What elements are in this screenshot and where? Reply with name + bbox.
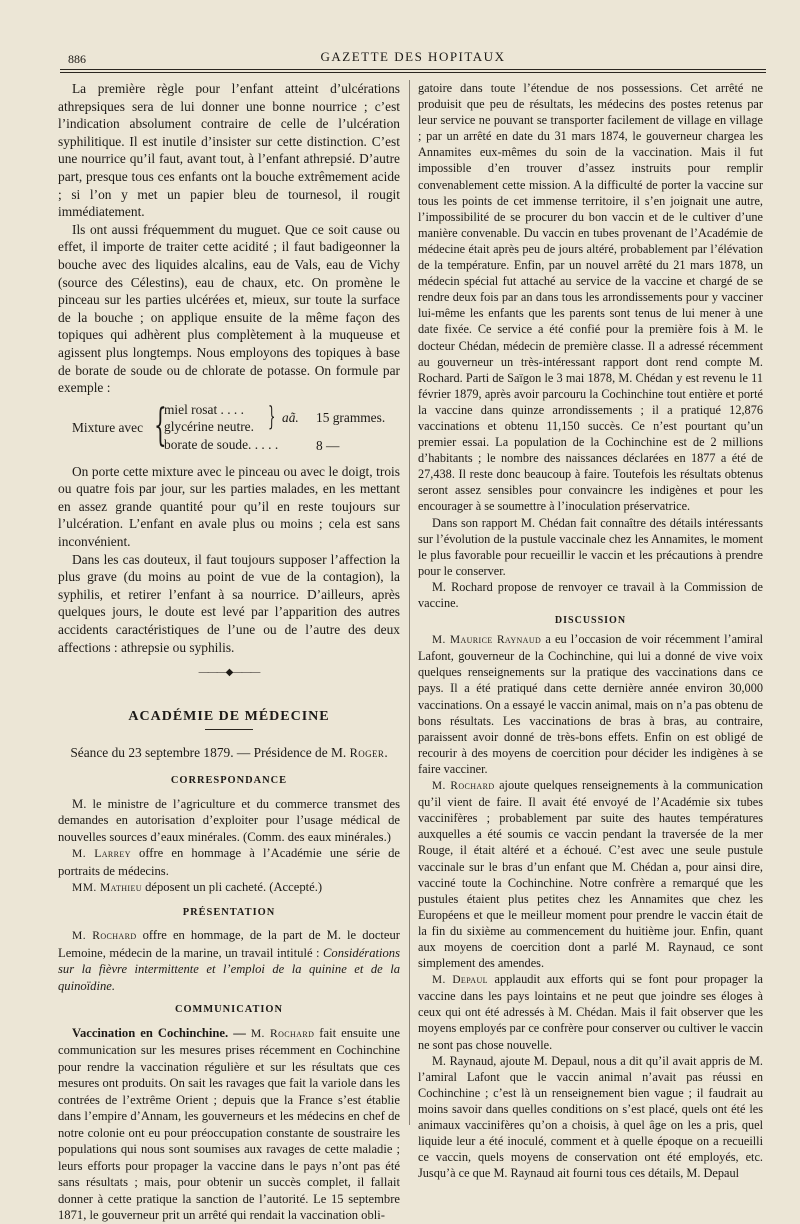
header-rule [60,69,766,70]
recipe-items [164,401,278,454]
paragraph: M. Rochard ajoute quelques renseignements à la communication qu’il vient de faire. Il avait été envoyé de l’Académie six tubes vaccinifères ; probablement par suite des hautes températures auxquelles a été soumis ce vaccin pendant la traversée de la mer Rouge, il était altéré et a échoué. C’est avec une seule pustule vaccinale sur le bras d’un enfant que M. Chédan a, pour ainsi dire, vacciné toute la Cochinchine. Notre confrère a remarqué que les pustules étaient plus petites chez les Annamites que chez les Européens et que le meilleur moment pour prendre le vaccin était de la fin du sixième au commencement du huitième jour. Enfin, quant aux moyens de coercition dont a parlé M. Raynaud, ce sont simplement des amendes. [418,778,763,971]
subsection-heading: COMMUNICATION [174,1004,284,1015]
paragraph: gatoire dans toute l’étendue de nos possessions. Cet arrêté ne produisit que peu de résultats, les médecins des postes retenus par leur service ne pouvant se transporter facilement de village en village ; par un arrêté en date du 31 mars 1874, le gouverneur chargea les Annamites eux-mêmes du soin de la vaccination. Mais il fut impossible d’en trouver d’assez instruits pour remplir convenablement cette mission. A la difficulté de porter la vaccine sur tous les points de cet immense territoire, il s’en joignait une autre, l’impossibilité de se procurer du bon vaccin et de le cultiver d’une manière convenable. Du vaccin en tubes provenant de l’Académie de médecine était après peu de jours altéré, probablement par l’élévation de la température. Enfin, par un nouvel arrêté du 21 mars 1878, un médecin spécial fut attaché au service de la vaccine et chargé de se rendre deux fois par an dans tous les arrondissements pour y vacciner lui-même les enfants que les parents sont tenus de lui mener à une date fixée. Ce service a été confié pour la première fois à M. le docteur Chédan, médecin de première classe. Il a adressé récemment au gouverneur un très-intéressant rapport dont rend compte M. Rochard. Parti de Saïgon le 3 mai 1878, M. Chédan y est revenu le 11 février 1879, après avoir parcouru la Cochinchine tout entière et porté la vaccine dans quinze arrondissements ; il a pratiqué 12,876 vaccinations et obtenu 11,150 succès. Ce n’est pourtant qu’un premier essai. La population de la Cochinchine est de 2 millions d’habitants ; le nombre des naissances déclarées en 1877 a été de 27,438. Il reste donc beaucoup à faire. Toutefois les résultats obtenus seront assez sensibles pour convaincre les indigènes et pour les encourager à se soumettre à l’inoculation préservatrice. [418,81,763,514]
speaker-name: M. Maurice Raynaud [432,634,542,647]
right-column [418,80,763,1181]
column-divider [409,80,410,1125]
speaker-name: M. Rochard [432,780,495,793]
recipe-item: miel rosat . . . . [164,401,244,417]
header-rule-double [60,72,766,73]
paragraph: M. Depaul applaudit aux efforts qui se font pour propager la vaccine dans les pays lointains et ne peut que joindre ses éloges à ceux qui ont été adressés à M. Chédan. Mais il fait observer que les moyens employés par ce confrère pour conserver ou cultiver le vaccin ne sont pas chose nouvelle. [418,972,763,1052]
paragraph: M. Rochard offre en hommage, de la part de M. le docteur Lemoine, médecin de la marine, un travail intitulé : Considérations sur la fièvre intermittente et l’emploi de la quinine et de la quinoïdine. [58,928,400,993]
paragraph: On porte cette mixture avec le pinceau ou avec le doigt, trois ou quatre fois par jour, sur les parties malades, en les mettant en assez grande quantité pour qu’il en reste toujours sur l’ulcération. L’enfant en avale plus ou moins ; cela est sans inconvénient. [58,463,400,550]
speaker-name: M. Rochard [250,1026,315,1040]
recipe-quantity: 8 — [316,437,340,453]
recipe-label: Mixture avec [72,419,144,435]
subsection-heading: DISCUSSION [554,615,627,627]
communication-title: Vaccination en Cochinchine. — [72,1025,251,1040]
page-header [60,44,766,70]
paragraph: La première règle pour l’enfant atteint d’ulcérations athrepsiques sera de lui donner une bonne nourrice ; c’est l’indication absolument contraire de celle de l’ulcération syphilitique. Il est inutile d’insister sur cette distinction. C’est une nourrice qu’il faut, avant tout, à l’enfant athrepsié. D’autre part, presque tous ces enfants ont la bouche extrêmement acide ; si l’on y met un papier bleu de tournesol, il rougit immédiatement. [58,81,400,220]
paragraph: Ils ont aussi fréquemment du muguet. Que ce soit cause ou effet, il importe de traiter cette acidité ; il faut badigeonner la bouche avec des liquides alcalins, eau de Vals, eau de Vichy (source des Célestins), eau de chaux, etc. On promène le pinceau sur les parties ulcérées et, mieux, sur toute la surface de la bouche ; on applique ensuite de la même façon des topiques qui adhèrent plus complètement à la muqueuse et agissent plus longtemps. Nous employons des topiques à base de borate de soude ou de chlorate de potasse. On formule par exemple : [58,221,400,396]
work-title: Considérations sur la fièvre intermittente et l’emploi de la quinine et de la quinoïdine. [58,945,400,993]
speaker-name: MM. Mathieu [72,881,142,894]
section-rule [205,729,253,730]
paragraph: MM. Mathieu déposent un pli cacheté. (Accepté.) [72,880,323,894]
left-column [58,80,400,1224]
paragraph: M. Rochard propose de renvoyer ce travail à la Commission de vaccine. [418,579,763,610]
recipe-formula [58,401,400,457]
subsection-heading: PRÉSENTATION [182,906,276,918]
journal-title: GAZETTE DES HOPITAUX [320,49,506,64]
paragraph: M. le ministre de l’agriculture et du commerce transmet des demandes en autorisation d’exploiter pour l’usage médical de nouvelles sources d’eaux minérales. (Comm. des eaux minérales.) [58,796,400,844]
speaker-name: M. Rochard [72,929,137,942]
paragraph: Dans les cas douteux, il faut toujours supposer l’affection la plus grave (du moins au point de vue de la contagion), la syphilis, et retirer l’enfant à sa nourrice. D’ailleurs, après quelques jours, le doute est levé par l’apparition des autres accidents caractéristiques de l’une ou de l’autre des deux affections : athrepsie ou syphilis. [58,551,400,655]
right-brace: } [268,401,276,432]
recipe-quantity: 15 grammes. [316,409,386,425]
paragraph: Vaccination en Cochinchine. — M. Rochard fait ensuite une communication sur les mesures prises récemment en Cochinchine pour rendre la vaccination régulière et sur les résultats que ces mesures ont produits. On sait les ravages que fait la variole dans les contrées de l’extrême Orient ; depuis que la France s’est établie dans l’empire d’Annam, les gouverneurs et les médecins en chef de notre colonie ont eu pour préoccupation constante de soustraire les populations qui nous sont soumises aux ravages de cette maladie ; leurs efforts pour propager la vaccine dans le pays n’ont pas été sans résultats ; mais, pour obtenir un succès complet, il fallait donner à cette pratique la sanction de l’autorité. Le 15 septembre 1871, le gouverneur prit un arrêté qui rendait la vaccination obli- [58,1025,400,1222]
page-number: 886 [68,52,86,66]
section-title: ACADÉMIE DE MÉDECINE [128,708,330,724]
speaker-name: M. Depaul [432,974,488,987]
president-name: Roger [349,746,385,761]
left-brace: { [154,399,167,451]
recipe-item: borate de soude. . . . . [164,436,279,452]
speaker-name: M. Larrey [72,847,131,860]
paragraph: M. Larrey offre en hommage à l’Académie une série de portraits de médecins. [58,846,400,878]
subsection-heading: CORRESPONDANCE [170,775,288,786]
section-ornament: ———◆——— [198,667,260,679]
recipe-ana: aã. [282,409,299,425]
paragraph: M. Maurice Raynaud a eu l’occasion de voir récemment l’amiral Lafont, gouverneur de la Cochinchine, qui lui a donné de vive voix quelques renseignements sur la pratique des vaccinations dans ce pays. Il a été pratiqué dans cette dernière année environ 30,000 vaccinations. On a essayé le vaccin animal, mais on n’a pas obtenu de bons résultats. Les vaccinations de bras à bras, au contraire, paraissent avoir donné de très-bons effets. Enfin on est obligé de recourir à des moyens de coercition pour décider les indigènes à se faire vacciner. [418,632,763,776]
paragraph: Dans son rapport M. Chédan fait connaître des détails intéressants sur l’évolution de la pustule vaccinale chez les Annamites, le moment le plus favorable pour recueillir le vaccin et les précautions à prendre pour le conserver. [418,515,763,578]
recipe-item: glycérine neutre. [164,419,254,435]
seance-line: Séance du 23 septembre 1879. — Présidence de M. Roger. [70,745,388,761]
paragraph: M. Raynaud, ajoute M. Depaul, nous a dit qu’il avait appris de M. l’amiral Lafont que le vaccin animal n’avait pas réussi en Cochinchine ; c’est là un renseignement bien vague ; il faudrait au moins savoir dans quelles conditions on s’est placé, quels ont été les animaux vaccinifères qu’on a choisis, à quel âge on les a pris, quel liquide leur a été inoculé, comment et à quelle époque on a recueilli ce vaccin, quels moyens de conservation ont été employés, etc. Jusqu’à ce que M. Raynaud ait fourni tous ces détails, M. Depaul [418,1053,763,1181]
